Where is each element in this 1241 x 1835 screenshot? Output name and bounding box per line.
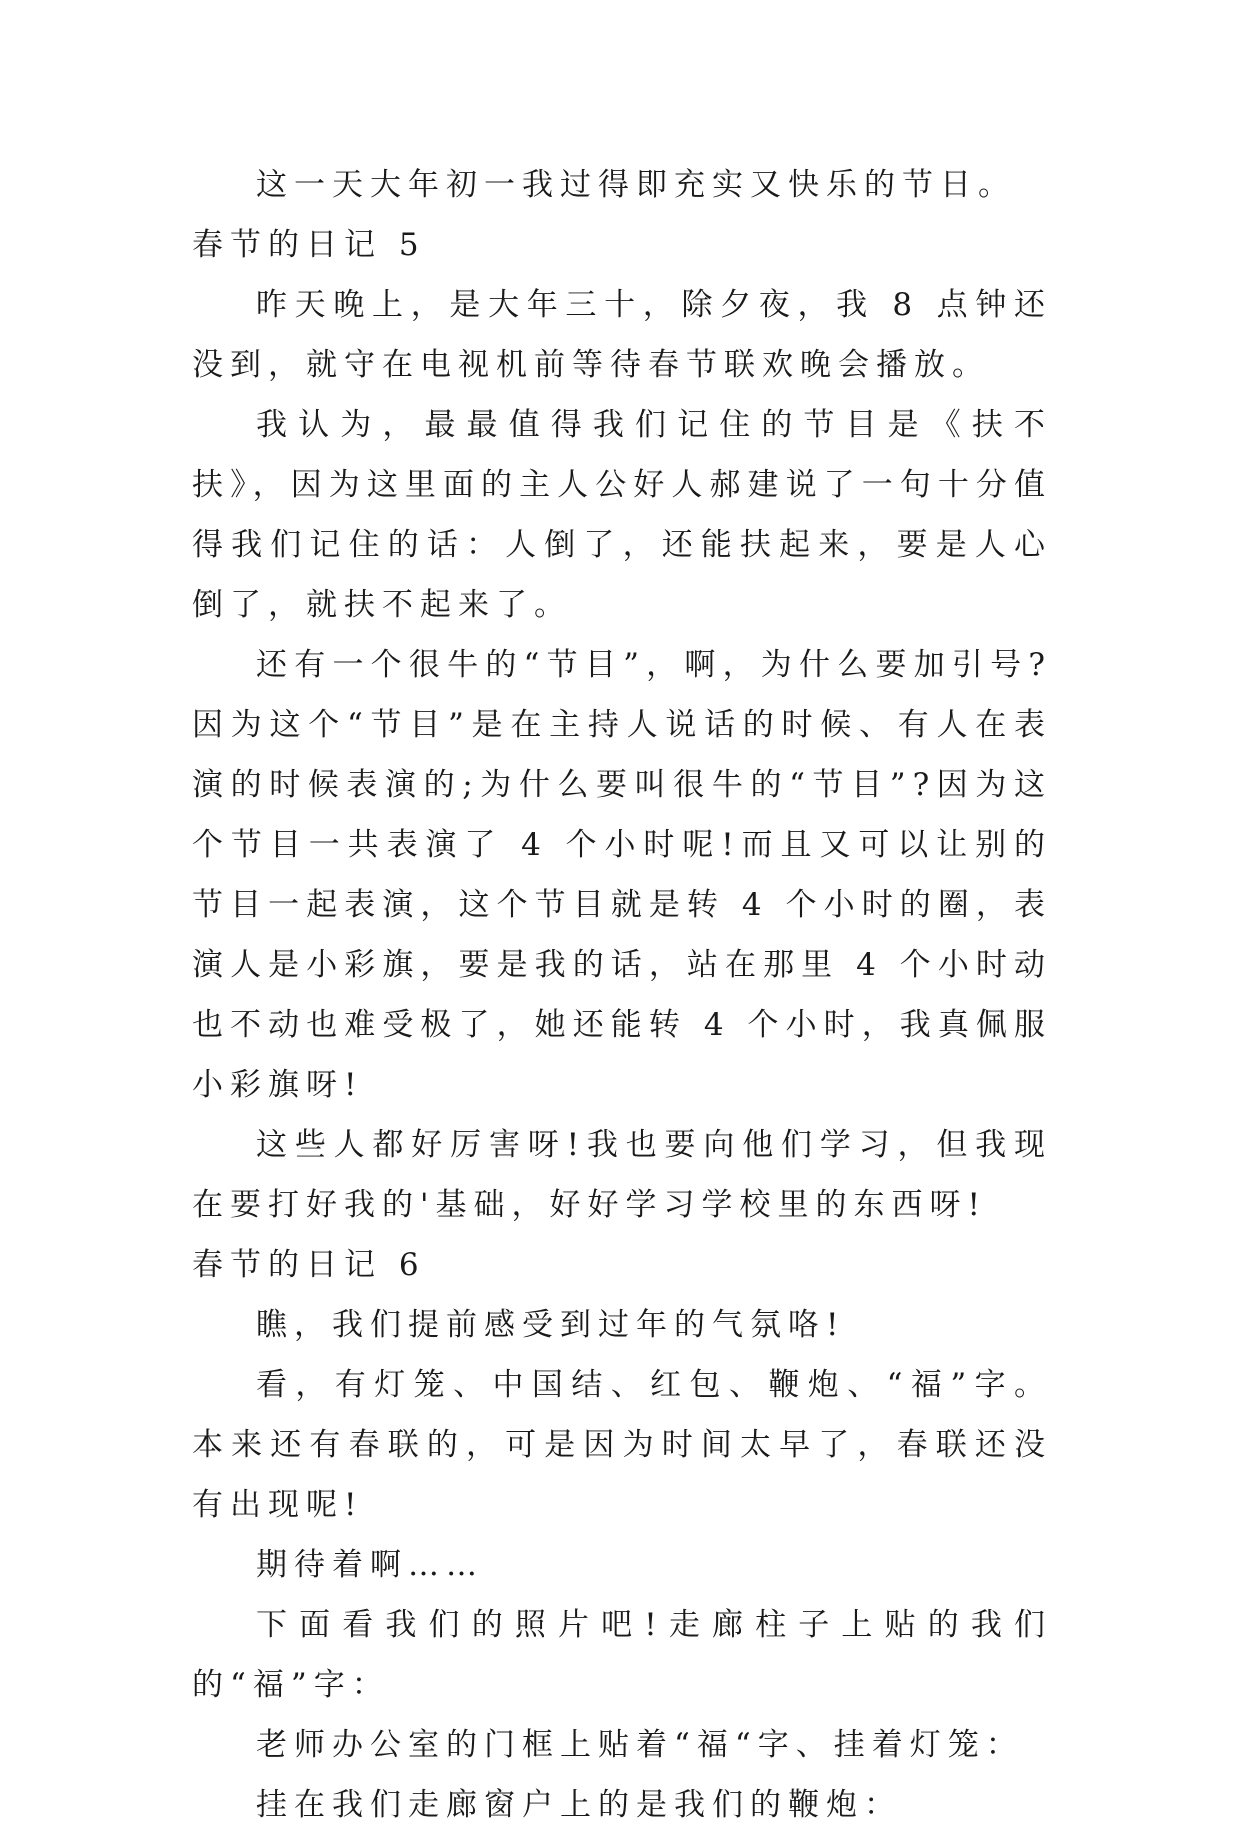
paragraph: 昨天晚上，是大年三十，除夕夜，我 8 点钟还没到，就守在电视机前等待春节联欢晚会播放。 [192, 287, 1052, 383]
paragraph: 这一天大年初一我过得即充实又快乐的节日。 [256, 167, 1016, 203]
section-heading: 春节的日记 5 [192, 227, 426, 263]
paragraph: 看，有灯笼、中国结、红包、鞭炮、“福”字。本来还有春联的，可是因为时间太早了，春联还没有出现呢! [192, 1367, 1052, 1523]
paragraph: 期待着啊…… [256, 1547, 484, 1583]
paragraph: 还有一个很牛的“节目”，啊，为什么要加引号?因为这个“节目”是在主持人说话的时候、有人在表演的时候表演的;为什么要叫很牛的“节目”?因为这个节目一共表演了 4 个小时呢!而且又可以让别的节目一起表演，这个节目就是转 4 个小时的圈，表演人是小彩旗，要是我的话，站在那里 4 个小时动也不动也难受极了，她还能转 4 个小时，我真佩服小彩旗呀! [192, 647, 1052, 1103]
paragraph: 我认为，最最值得我们记住的节目是《扶不扶》，因为这里面的主人公好人郝建说了一句十分值得我们记住的话：人倒了，还能扶起来，要是人心倒了，就扶不起来了。 [192, 407, 1052, 623]
paragraph: 瞧，我们提前感受到过年的气氛咯! [256, 1307, 846, 1343]
paragraph: 老师办公室的门框上贴着“福“字、挂着灯笼： [256, 1727, 1024, 1763]
section-heading: 春节的日记 6 [192, 1247, 426, 1283]
document-body [192, 155, 1052, 1835]
paragraph: 这些人都好厉害呀!我也要向他们学习，但我现在要打好我的'基础，好好学习学校里的东西呀! [192, 1127, 1052, 1223]
paragraph: 下面看我们的照片吧!走廊柱子上贴的我们的“福”字： [192, 1607, 1052, 1703]
paragraph: 挂在我们走廊窗户上的是我们的鞭炮： [256, 1787, 902, 1823]
